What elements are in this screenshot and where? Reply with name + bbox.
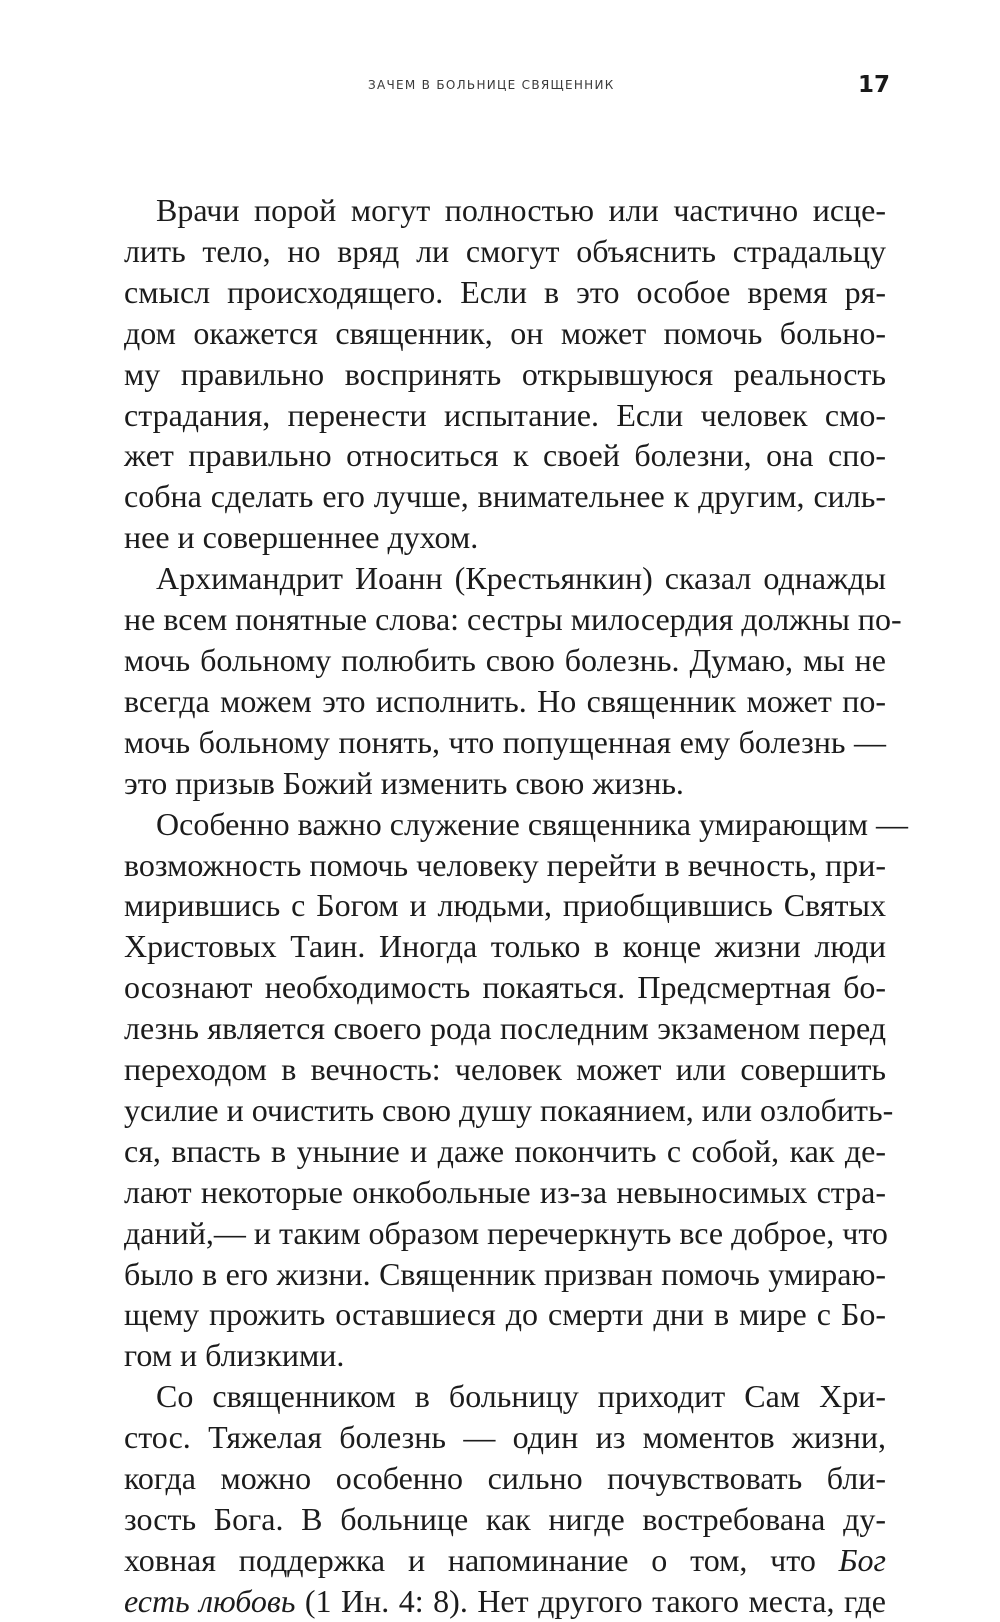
text-line: собна сделать его лучше, внимательнее к другим, силь- (124, 478, 886, 515)
paragraph-2 (124, 558, 902, 803)
text-line: Христовых Таин. Иногда только в конце жизни люди (124, 928, 886, 965)
italic-quote: Бог (838, 1541, 886, 1578)
text-line: когда можно особенно сильно почувствовать бли- (124, 1460, 886, 1497)
text-line: Архимандрит Иоанн (Крестьянкин) сказал однажды (156, 560, 886, 597)
running-title: ЗАЧЕМ В БОЛЬНИЦЕ СВЯЩЕННИК (368, 78, 615, 92)
text-line: Врачи порой могут полностью или частично исце- (156, 192, 886, 228)
text-line: возможность помочь человеку перейти в вечность, при- (124, 846, 886, 883)
paragraph-4 (124, 1376, 886, 1621)
text-line: щему прожить оставшиеся до смерти дни в мире с Бо- (124, 1296, 886, 1333)
text-line: всегда можем это исполнить. Но священник может по- (124, 682, 886, 719)
text-line: му правильно воспринять открывшуюся реальность (124, 355, 886, 392)
text-line: это призыв Божий изменить свою жизнь. (124, 764, 684, 801)
text-line: мочь больному полюбить свою болезнь. Думаю, мы не (124, 641, 886, 678)
text-line: Особенно важно служение священника умирающим — (156, 805, 909, 842)
text-line: дом окажется священник, он может помочь больно- (124, 314, 886, 351)
text-line: мочь больному понять, что попущенная ему болезнь — (124, 723, 886, 760)
paragraph-1 (124, 190, 886, 558)
text-line (124, 1581, 886, 1622)
text-line: мирившись с Богом и людьми, приобщившись Святых (124, 887, 886, 924)
text-line: смысл происходящего. Если в это особое время ря- (124, 273, 886, 310)
text-segment: ховная поддержка и напоминание о том, что (124, 1541, 816, 1578)
text-segment: (1 Ин. 4: 8). Нет другого такого места, где (295, 1582, 886, 1619)
text-line: ся, впасть в уныние и даже покончить с собой, как де- (124, 1132, 886, 1169)
text-line: осознают необходимость покаяться. Предсмертная бо- (124, 969, 886, 1006)
text-line: зость Бога. В больнице как нигде востребована ду- (124, 1501, 886, 1537)
text-line: нее и совершеннее духом. (124, 519, 479, 556)
text-line: страдания, перенести испытание. Если человек смо- (124, 396, 886, 433)
text-line: лить тело, но вряд ли смогут объяснить страдальцу (124, 232, 886, 269)
text-line: гом и близкими. (124, 1337, 345, 1374)
paragraph-3 (124, 804, 909, 1377)
text-line: усилие и очистить свою душу покаянием, или озлобить- (124, 1091, 894, 1128)
text-line: жет правильно относиться к своей болезни, она спо- (124, 437, 886, 474)
italic-quote: есть любовь (124, 1582, 296, 1619)
page-number: 17 (858, 72, 891, 98)
text-line: лезнь является своего рода последним экзаменом перед (124, 1010, 886, 1047)
text-line: не всем понятные слова: сестры милосердия должны по- (124, 601, 902, 638)
text-line: стос. Тяжелая болезнь — один из моментов жизни, (124, 1419, 886, 1456)
text-line: даний,— и таким образом перечеркнуть все доброе, что (124, 1214, 888, 1251)
body-text (124, 190, 909, 1622)
text-line: переходом в вечность: человек может или совершить (124, 1051, 886, 1088)
text-line: Со священником в больницу приходит Сам Хри- (156, 1378, 886, 1415)
text-line: было в его жизни. Священник призван помочь умираю- (124, 1255, 886, 1292)
text-line: лают некоторые онкобольные из-за невыносимых стра- (124, 1173, 886, 1210)
